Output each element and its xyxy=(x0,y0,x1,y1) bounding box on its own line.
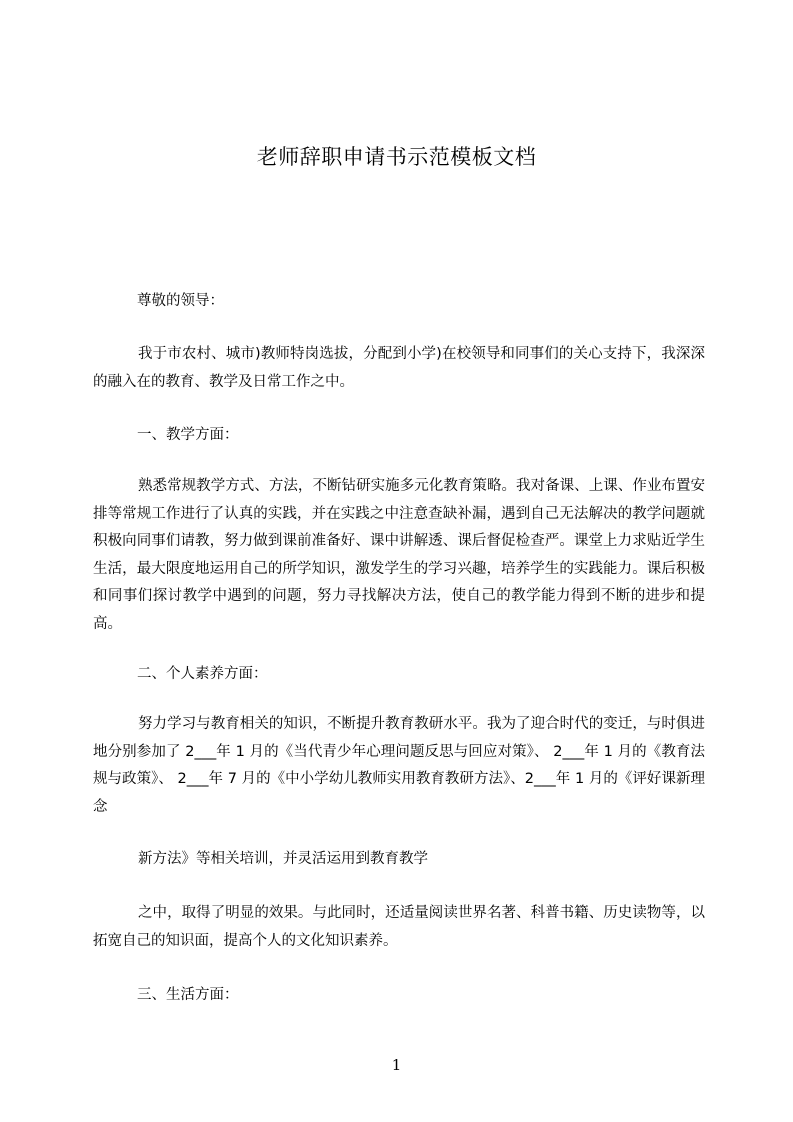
section-1-paragraph: 熟悉常规教学方式、方法，不断钻研实施多元化教育策略。我对备课、上课、作业布置安排等常规工作进行了认真的实践，并在实践之中注意查缺补漏，遇到自己无法解决的教学问题就积极向同事们请教，努力做到课前准备好、课中讲解透、课后督促检查严。课堂上力求贴近学生生活，最大限度地运用自己的所学知识，激发学生的学习兴趣，培养学生的实践能力。课后积极和同事们探讨教学中遇到的问题，努力寻找解决方法，使自己的教学能力得到不断的进步和提高。 xyxy=(93,478,705,632)
section-2-paragraph: 努力学习与教育相关的知识，不断提升教育教研水平。我为了迎合时代的变迁，与时俱进地分别参加了 2___年 1 月的《当代青少年心理问题反思与回应对策》、 2___年 1 月的《教育法规与政策》、 2___年 7 月的《中小学幼儿教师实用教育教研方法》、2___年 1 月的《评好课新理念 xyxy=(93,716,705,815)
section-2-continuation: 新方法》等相关培训，并灵活运用到教育教学 xyxy=(138,851,428,867)
section-2-heading: 二、个人素养方面： xyxy=(137,666,268,682)
section-3-heading: 三、生活方面： xyxy=(137,987,239,1003)
salutation: 尊敬的领导： xyxy=(137,293,224,309)
document-title: 老师辞职申请书示范模板文档 xyxy=(256,145,537,169)
intro-paragraph: 我于市农村、城市)教师特岗选拔，分配到小学)在校领导和同事们的关心支持下，我深深的融入在的教育、教学及日常工作之中。 xyxy=(93,346,705,390)
page-number: 1 xyxy=(391,1056,402,1074)
section-1-heading: 一、教学方面： xyxy=(137,427,239,443)
section-2-continuation-2: 之中，取得了明显的效果。与此同时，还适量阅读世界名著、科普书籍、历史读物等，以拓宽自己的知识面，提高个人的文化知识素养。 xyxy=(93,905,705,949)
